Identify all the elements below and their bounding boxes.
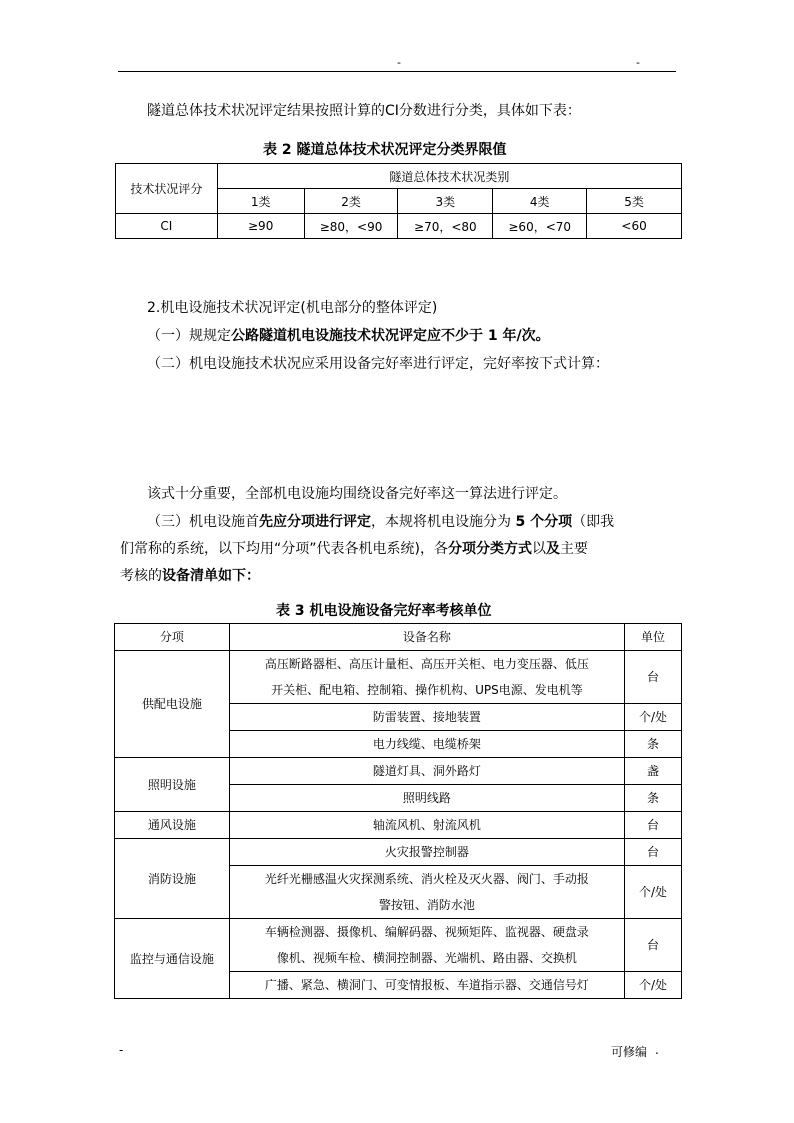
section2-paragraph-1 (147, 322, 550, 350)
footer-mark-left: - (119, 1043, 124, 1057)
table2-row-header: 技术状况评分 (116, 164, 218, 214)
equipment-cell (229, 812, 624, 839)
equipment-line: 警按钮、消防水池 (378, 898, 475, 912)
header-rule (118, 71, 676, 72)
table2-caption: 表 2 隧道总体技术状况评定分类界限值 (263, 142, 507, 158)
table2 (115, 163, 682, 239)
p1-bold: 公路隧道机电设施技术状况评定应不少于 1 年/次。 (231, 328, 550, 344)
equipment-line: 轴流风机、射流风机 (372, 818, 481, 832)
p4-text-a: （三）机电设施首 (147, 514, 259, 530)
p4-line2-text-e: 主要 (559, 541, 588, 557)
equipment-line: 光纤光栅感温火灾探测系统、消火栓及灭火器、阀门、手动报 (264, 872, 589, 886)
col-header-category: 分项 (115, 624, 230, 651)
table3 (114, 623, 682, 999)
p4-line2-bold-b: 分项分类方式 (447, 541, 532, 557)
category-cell: 照明设施 (115, 758, 230, 812)
equipment-line: 开关柜、配电箱、控制箱、操作机构、UPS电源、发电机等 (271, 683, 583, 697)
section2-heading: 2.机电设施技术状况评定(机电部分的整体评定) (147, 300, 438, 316)
table-row (115, 839, 682, 866)
table2-value-4: ≥60，<70 (493, 214, 587, 239)
equipment-line: 车辆检测器、摄像机、编解码器、视频矩阵、监视器、硬盘录 (264, 925, 589, 939)
category-cell: 供配电设施 (115, 651, 230, 758)
p4-line2-text-a: 们常称的系统，以下均用“分项”代表各机电系统)，各 (120, 541, 448, 557)
p4-bold-d: 5 个分项 (515, 514, 573, 530)
p4-bold-b: 先应分项进行评定 (259, 514, 371, 530)
equipment-cell (229, 866, 624, 919)
unit-cell: 台 (625, 839, 682, 866)
p4-line3-bold-b: 设备清单如下： (162, 568, 260, 584)
table2-value-2: ≥80，<90 (304, 214, 398, 239)
footer-editable-label: 可修编 (611, 1045, 648, 1059)
p4-line3-text-a: 考核的 (120, 568, 162, 584)
table2-value-3: ≥70，<80 (398, 214, 493, 239)
unit-cell: 台 (625, 651, 682, 704)
equipment-line: 电力线缆、电缆桥架 (372, 737, 481, 751)
p1-text: （一）规规定 (147, 328, 231, 344)
p4-text-e: （即我 (572, 514, 615, 530)
p4-line2-bold-d: 及 (545, 541, 560, 557)
header-mark-right: - (636, 56, 640, 69)
p4-text-c: ，本规将机电设施分为 (371, 514, 516, 530)
section2-paragraph-3: 该式十分重要，全部机电设施均围绕设备完好率这一算法进行评定。 (147, 486, 567, 502)
header-mark-left: - (397, 56, 401, 69)
footer-mark-right: . (655, 1043, 659, 1057)
table-row (115, 651, 682, 704)
table-row (115, 812, 682, 839)
table2-class-5: 5类 (587, 189, 682, 214)
section2-paragraph-4-line-2 (120, 535, 588, 563)
table2-row-label: CI (116, 214, 218, 239)
equipment-cell (229, 839, 624, 866)
equipment-line: 照明线路 (402, 791, 451, 805)
equipment-line: 像机、视频车检、横洞控制器、光端机、路由器、交换机 (276, 951, 577, 965)
table2-value-5: <60 (587, 214, 682, 239)
unit-cell: 个/处 (625, 972, 682, 999)
unit-cell: 条 (625, 785, 682, 812)
section2-paragraph-4-line-3 (120, 562, 260, 590)
table2-class-4: 4类 (493, 189, 587, 214)
table2-value-1: ≥90 (217, 214, 304, 239)
equipment-line: 隧道灯具、洞外路灯 (372, 764, 481, 778)
category-cell: 监控与通信设施 (115, 919, 230, 999)
equipment-line: 广播、紧急、横洞门、可变情报板、车道指示器、交通信号灯 (264, 978, 589, 992)
table2-class-2: 2类 (304, 189, 398, 214)
table2-group-header: 隧道总体技术状况类别 (217, 164, 681, 189)
equipment-line: 火灾报警控制器 (384, 845, 469, 859)
table3-caption: 表 3 机电设施设备完好率考核单位 (276, 603, 492, 619)
unit-cell: 台 (625, 919, 682, 972)
table-row (115, 758, 682, 785)
equipment-cell (229, 972, 624, 999)
unit-cell: 个/处 (625, 704, 682, 731)
table2-class-1: 1类 (217, 189, 304, 214)
equipment-line: 高压断路器柜、高压计量柜、高压开关柜、电力变压器、低压 (264, 657, 589, 671)
equipment-line: 防雷装置、接地装置 (372, 710, 481, 724)
unit-cell: 台 (625, 812, 682, 839)
col-header-equipment: 设备名称 (229, 624, 624, 651)
equipment-cell (229, 785, 624, 812)
col-header-unit: 单位 (625, 624, 682, 651)
equipment-cell (229, 758, 624, 785)
section2-paragraph-4-line-1 (147, 508, 614, 536)
equipment-cell (229, 919, 624, 972)
intro-paragraph: 隧道总体技术状况评定结果按照计算的CI分数进行分类，具体如下表： (147, 103, 581, 119)
section2-paragraph-2: （二）机电设施技术状况应采用设备完好率进行评定，完好率按下式计算： (147, 356, 609, 372)
table-row (115, 919, 682, 972)
p4-line2-text-c: 以 (531, 541, 546, 557)
unit-cell: 条 (625, 731, 682, 758)
unit-cell: 盏 (625, 758, 682, 785)
equipment-cell (229, 731, 624, 758)
table2-class-3: 3类 (398, 189, 493, 214)
equipment-cell (229, 704, 624, 731)
category-cell: 通风设施 (115, 812, 230, 839)
category-cell: 消防设施 (115, 839, 230, 919)
unit-cell: 个/处 (625, 866, 682, 919)
equipment-cell (229, 651, 624, 704)
